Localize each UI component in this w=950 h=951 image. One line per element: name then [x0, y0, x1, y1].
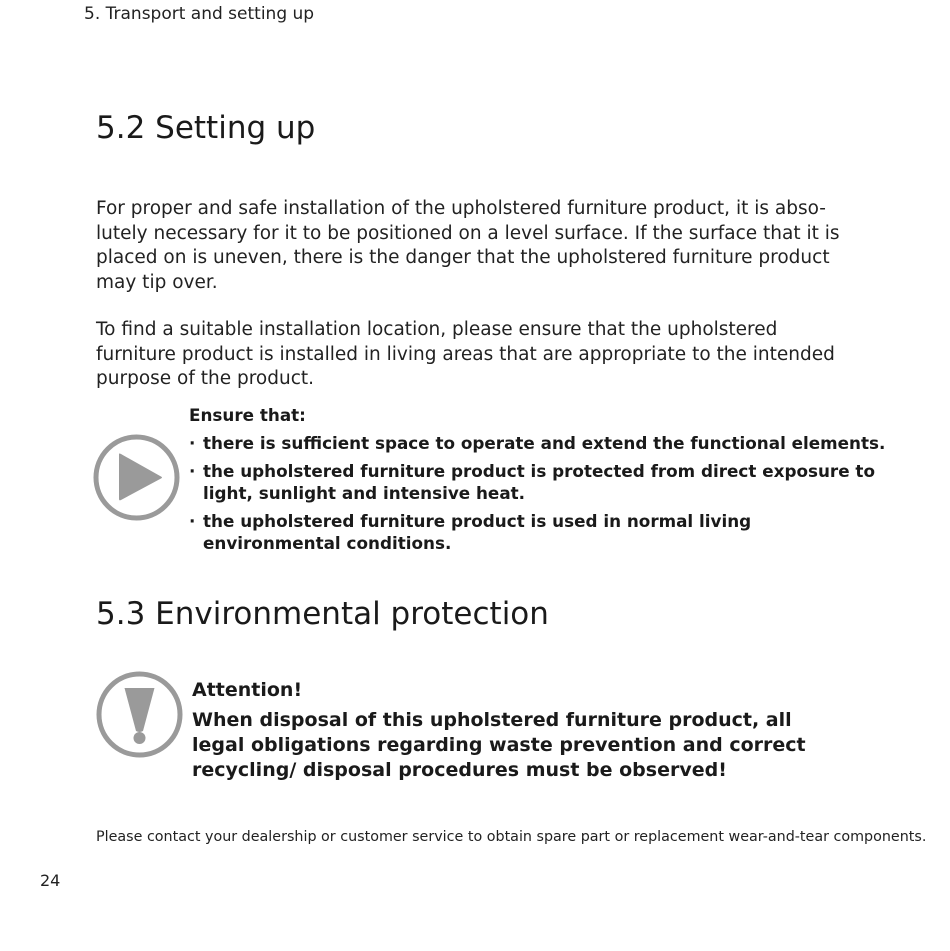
bullet: · — [189, 461, 196, 481]
list-item — [189, 432, 889, 454]
ensure-list — [189, 432, 889, 554]
ensure-heading: Ensure that: — [189, 405, 306, 425]
setting-up-paragraph-1: For proper and safe installation of the upholstered furniture product, it is abso-lutely necessary for it to be positioned on a level surface. If the surface that it is placed on is uneven, there is the danger that the upholstered furniture product may tip over. — [96, 198, 840, 293]
list-item-text: there is sufficient space to operate and extend the functional elements. — [203, 433, 886, 453]
footer-note: Please contact your dealership or customer service to obtain spare part or replacement wear-and-tear components. — [96, 829, 927, 845]
setting-up-paragraph-2: To find a suitable installation location, please ensure that the upholstered furniture product is installed in living areas that are appropriate to the intended purpose of the product. — [96, 319, 835, 389]
list-item — [189, 510, 889, 554]
page-number: 24 — [40, 871, 61, 890]
list-item — [189, 460, 889, 504]
play-icon — [93, 434, 180, 521]
section-title-setting-up: 5.2 Setting up — [96, 110, 316, 146]
section-title-environmental-protection: 5.3 Environmental protection — [96, 596, 549, 632]
list-item-text: the upholstered furniture product is used in normal living environmental conditions. — [203, 511, 752, 553]
bullet: · — [189, 511, 196, 531]
ensure-block — [189, 404, 889, 560]
list-item-text: the upholstered furniture product is protected from direct exposure to light, sunlight and intensive heat. — [203, 461, 875, 503]
exclamation-warning-icon — [96, 671, 183, 758]
running-header: 5. Transport and setting up — [84, 4, 315, 24]
attention-title: Attention! — [192, 679, 303, 701]
attention-block — [192, 678, 832, 783]
attention-text: When disposal of this upholstered furniture product, all legal obligations regarding waste prevention and correct recycling/ disposal procedures must be observed! — [192, 709, 806, 781]
bullet: · — [189, 433, 196, 453]
